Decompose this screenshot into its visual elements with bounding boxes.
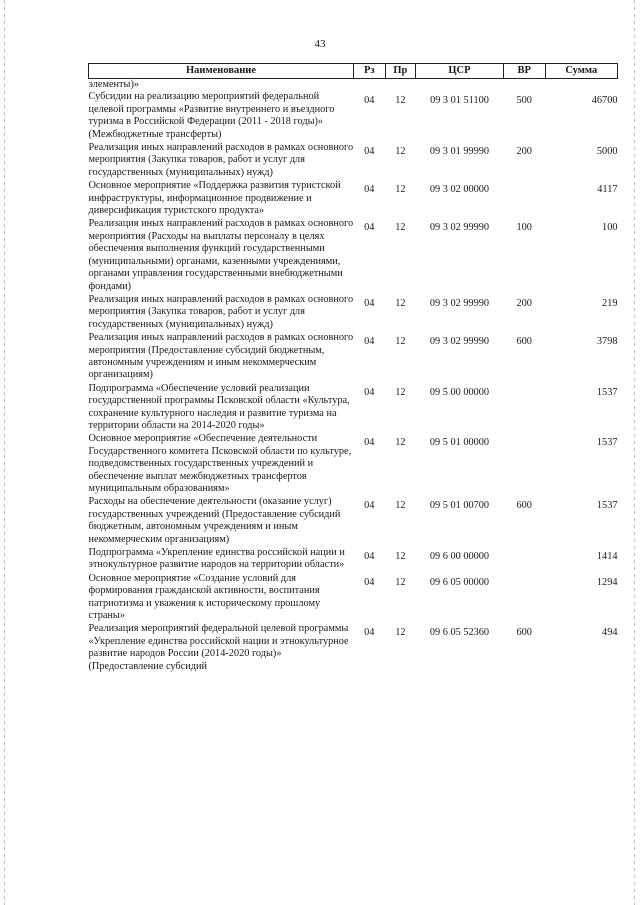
cell-name: Основное мероприятие «Поддержка развития туристской инфраструктуры, информационное продвижение и диверсификация туристского продукта»	[88, 180, 341, 217]
cell-name: Реализация иных направлений расходов в рамках основного мероприятия (Предоставление субсидий бюджетным, автономным учреждениям и иным некоммерческим организациям)	[88, 332, 354, 381]
cell-csr: 09 5 01 00700	[429, 500, 490, 512]
cell-name: Основное мероприятие «Обеспечение деятельности Государственного комитета Псковской области по культуре, подведомственных государственных учреждений и обеспечение выплат межбюджетных трансфертов муниципальным образованиям»	[88, 433, 352, 494]
cell-vr: 100	[516, 222, 532, 234]
table-row	[89, 496, 618, 547]
cell-sum: 1537	[596, 386, 618, 398]
table-row	[89, 218, 618, 293]
cell-csr: 09 5 01 00000	[429, 437, 490, 449]
table-row	[89, 332, 618, 383]
cell-csr: 09 3 02 99990	[429, 297, 490, 309]
cell-pr: 12	[395, 627, 406, 639]
cell-name: Реализация мероприятий федеральной целевой программы «Укрепление единства российской нации и этнокультурное развитие народов России (2014-2020 годы)» (Предоставление субсидий	[88, 623, 349, 672]
cell-vr: 500	[516, 95, 532, 107]
cell-name: Расходы на обеспечение деятельности (оказание услуг) государственных учреждений (Предоставление субсидий бюджетным, автономным учреждениям и иным некоммерческим организациям)	[88, 496, 341, 545]
cell-sum: 1294	[596, 576, 618, 588]
cell-vr: 200	[516, 146, 532, 158]
cell-rz: 04	[364, 146, 375, 158]
table-row	[89, 547, 618, 573]
cell-pr: 12	[395, 386, 406, 398]
table-row	[89, 623, 618, 674]
continuation-row	[89, 79, 618, 92]
continuation-text: элементы)»	[88, 79, 140, 90]
cell-sum: 1537	[596, 500, 618, 512]
table-row	[89, 91, 618, 142]
cell-csr: 09 6 05 00000	[429, 576, 490, 588]
cell-csr: 09 6 00 00000	[429, 551, 490, 563]
cell-pr: 12	[395, 576, 406, 588]
cell-name: Реализация иных направлений расходов в рамках основного мероприятия (Закупка товаров, работ и услуг для государственных (муниципальных) нужд)	[88, 293, 354, 330]
cell-rz: 04	[364, 336, 375, 348]
cell-name: Реализация иных направлений расходов в рамках основного мероприятия (Расходы на выплаты персоналу в целях обеспечения выполнения функций государственными (муниципальными) органами, казенными учреждениями, органами управления государственными внебюджетными фондами)	[88, 218, 354, 292]
cell-sum: 494	[602, 627, 618, 639]
left-scan-edge	[4, 0, 5, 905]
cell-rz: 04	[364, 627, 375, 639]
cell-sum: 219	[602, 297, 618, 309]
cell-sum: 3798	[596, 336, 618, 348]
cell-pr: 12	[395, 297, 406, 309]
cell-csr: 09 5 00 00000	[429, 386, 490, 398]
cell-vr	[503, 433, 545, 496]
cell-vr: 600	[516, 627, 532, 639]
cell-rz: 04	[364, 500, 375, 512]
cell-vr	[503, 547, 545, 573]
table-row	[89, 433, 618, 496]
cell-sum: 4117	[597, 184, 618, 196]
table-row	[89, 294, 618, 332]
cell-sum: 1414	[596, 551, 618, 563]
cell-pr: 12	[395, 222, 406, 234]
cell-sum: 5000	[596, 146, 618, 158]
table-row	[89, 180, 618, 218]
cell-vr	[503, 180, 545, 218]
cell-rz: 04	[364, 222, 375, 234]
cell-name: Основное мероприятие «Создание условий для формирования гражданской активности, воспитания патриотизма и уважения к историческому прошлому страны»	[88, 572, 321, 622]
cell-pr: 12	[395, 437, 406, 449]
cell-pr: 12	[395, 500, 406, 512]
table-row	[89, 383, 618, 434]
cell-rz: 04	[364, 437, 375, 449]
cell-pr: 12	[395, 551, 406, 563]
cell-vr	[503, 383, 545, 434]
cell-sum: 1537	[596, 437, 618, 449]
cell-rz: 04	[364, 184, 375, 196]
cell-rz: 04	[364, 297, 375, 309]
header-sum: Сумма	[545, 64, 617, 79]
header-rz: Рз	[354, 64, 386, 79]
table-body	[89, 79, 618, 675]
cell-pr: 12	[395, 336, 406, 348]
cell-vr	[503, 573, 545, 624]
cell-name: Реализация иных направлений расходов в рамках основного мероприятия (Закупка товаров, работ и услуг для государственных (муниципальных) нужд)	[88, 142, 354, 178]
cell-csr: 09 3 01 99990	[429, 146, 490, 158]
cell-csr: 09 6 05 52360	[429, 627, 490, 639]
budget-table	[88, 63, 618, 674]
cell-csr: 09 3 02 99990	[429, 336, 490, 348]
cell-csr: 09 3 01 51100	[430, 95, 489, 107]
cell-rz: 04	[364, 386, 375, 398]
cell-name: Подпрограмма «Обеспечение условий реализации государственной программы Псковской области «Культура, сохранение культурного наследия и развитие туризма на территории области на 2014-2020 годы»	[88, 382, 350, 431]
table-row	[89, 142, 618, 180]
cell-name: Субсидии на реализацию мероприятий федеральной целевой программы «Развитие внутреннего и въездного туризма в Российской Федерации (2011 - 2018 годы)» (Межбюджетные трансферты)	[88, 91, 335, 140]
cell-sum: 46700	[591, 95, 618, 107]
header-vr: ВР	[503, 64, 545, 79]
cell-pr: 12	[395, 184, 406, 196]
cell-vr: 600	[516, 500, 532, 512]
header-pr: Пр	[385, 64, 416, 79]
header-name: Наименование	[89, 64, 354, 79]
cell-pr: 12	[395, 146, 406, 158]
table-row	[89, 573, 618, 624]
page-number: 43	[314, 38, 326, 50]
cell-rz: 04	[364, 576, 375, 588]
cell-csr: 09 3 02 99990	[429, 222, 490, 234]
right-scan-edge	[634, 0, 635, 905]
header-row	[89, 64, 618, 79]
header-csr: ЦСР	[416, 64, 504, 79]
cell-rz: 04	[364, 551, 375, 563]
cell-rz: 04	[364, 95, 375, 107]
cell-csr: 09 3 02 00000	[429, 184, 490, 196]
cell-vr: 200	[516, 297, 532, 309]
cell-pr: 12	[395, 95, 406, 107]
cell-sum: 100	[602, 222, 618, 234]
cell-vr: 600	[516, 336, 532, 348]
cell-name: Подпрограмма «Укрепление единства российской нации и этнокультурное развитие народов на территории области»	[88, 547, 345, 571]
